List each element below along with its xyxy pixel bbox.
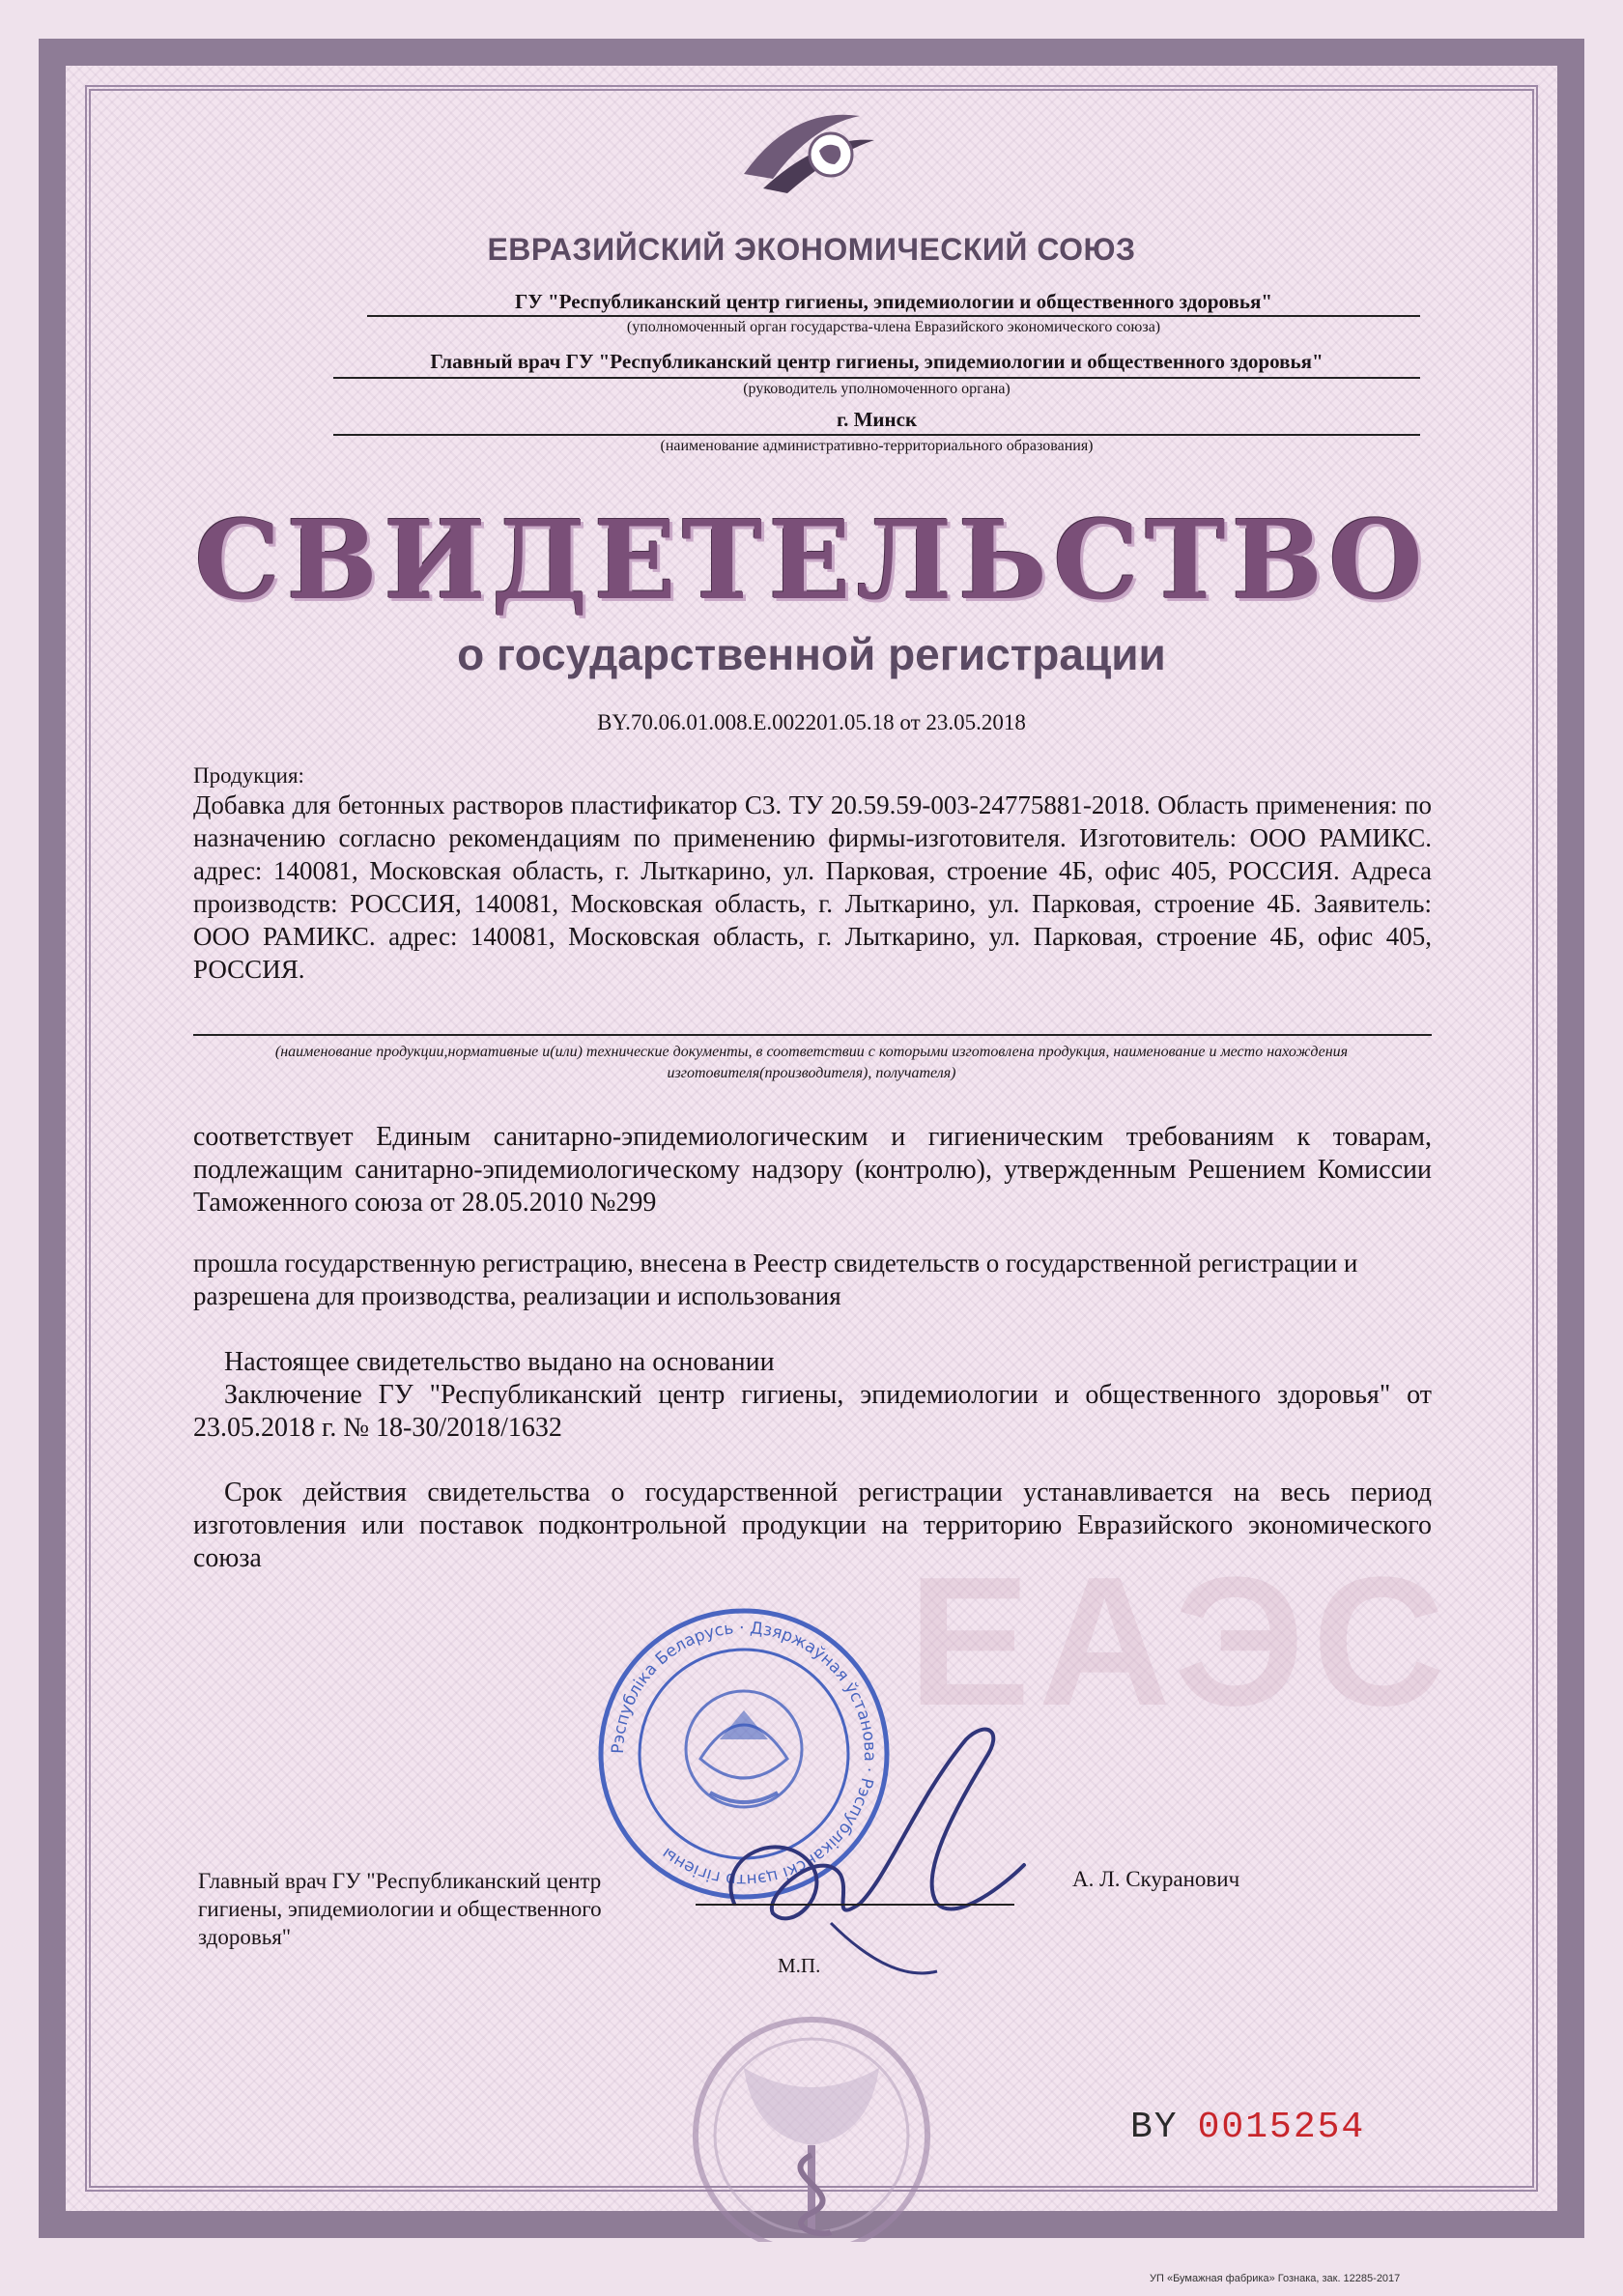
signature-rule <box>696 1904 1014 1906</box>
city: г. Минск <box>836 408 918 431</box>
basis-text: Заключение ГУ "Республиканский центр гигиены, эпидемиологии и общественного здоровья" от 23.05.2018 г. № 18-30/2018/1632 <box>193 1380 1432 1443</box>
seal-text: Рэспубліка Беларусь · Дзяржаўная ўстанова · Рэспубліканскі цэнтр гігіены <box>608 1618 880 1890</box>
product-rule <box>193 1034 1432 1036</box>
head-rule <box>333 377 1420 379</box>
signature <box>696 1681 1043 2000</box>
city-rule <box>333 434 1420 436</box>
signatory-title: Главный врач ГУ "Республиканский центр гигиены, эпидемиологии и общественного здоровья" <box>198 1869 602 1949</box>
serial-digits: 0015254 <box>1197 2107 1366 2148</box>
validity-text: Срок действия свидетельства о государственной регистрации устанавливается на весь период изготовления или поставок подконтрольной продукции на территорию Евразийского экономического союза <box>193 1478 1432 1573</box>
conformity-text: соответствует Единым санитарно-эпидемиологическим и гигиеническим требованиям к товарам, подлежащим санитарно-эпидемиологическому надзору (контролю), утвержденным Решением Комиссии Таможенного союза от 28.05.2010 №299 <box>193 1122 1432 1218</box>
authority-rule <box>367 315 1420 317</box>
authority-head: Главный врач ГУ "Республиканский центр гигиены, эпидемиологии и общественного здоровья" <box>430 350 1324 373</box>
caduceus-emblem-icon <box>667 1991 956 2242</box>
stamp-place: М.П. <box>778 1954 821 1977</box>
authority-name: ГУ "Республиканский центр гигиены, эпидемиологии и общественного здоровья" <box>514 290 1272 313</box>
product-caption: (наименование продукции,нормативные и(или) технические документы, в соответствии с которыми изготовлена продукция, наименование и место нахождения изготовителя(производителя), получателя) <box>274 1044 1349 1081</box>
basis-intro: Настоящее свидетельство выдано на основании <box>224 1347 775 1377</box>
city-caption: (наименование административно-территориального образования) <box>660 438 1094 454</box>
product-description: Добавка для бетонных растворов пластификатор С3. ТУ 20.59.59-003-24775881-2018. Область применения: по назначению согласно рекомендациям по применению фирмы-изготовителя. Изготовитель: ООО РАМИКС. адрес: 140081, Московская область, г. Лыткарино, ул. Парковая, строение 4Б, офис 405, РОССИЯ. Адреса производств: РОССИЯ, 140081, Московская область, г. Лыткарино, ул. Парковая, строение 4Б. Заявитель: ООО РАМИКС. адрес: 140081, Московская область, г. Лыткарино, ул. Парковая, строение 4Б, офис 405, РОССИЯ. <box>193 790 1432 984</box>
eaeu-logo-icon <box>734 97 879 203</box>
registration-text: прошла государственную регистрацию, внесена в Реестр свидетельств о государственной регистрации и разрешена для производства, реализации и использования <box>193 1248 1358 1310</box>
document-title: СВИДЕТЕЛЬСТВО <box>194 498 1429 624</box>
authority-caption: (уполномоченный орган государства-члена Евразийского экономического союза) <box>626 319 1161 335</box>
serial-prefix: BY <box>1130 2107 1179 2148</box>
union-name: ЕВРАЗИЙСКИЙ ЭКОНОМИЧЕСКИЙ СОЮЗ <box>487 232 1136 267</box>
serial-number <box>1130 2107 1365 2148</box>
signatory-name: А. Л. Скуранович <box>1072 1867 1240 1891</box>
head-caption: (руководитель уполномоченного органа) <box>743 381 1011 397</box>
printer-footer: УП «Бумажная фабрика» Гознака, зак. 12285-2017 <box>1150 2273 1401 2284</box>
document-subtitle: о государственной регистрации <box>457 629 1166 679</box>
product-label: Продукция: <box>193 763 304 788</box>
eaeu-watermark: ЕАЭС <box>908 1539 1453 1744</box>
registration-number: BY.70.06.01.008.E.002201.05.18 от 23.05.2018 <box>597 710 1026 734</box>
